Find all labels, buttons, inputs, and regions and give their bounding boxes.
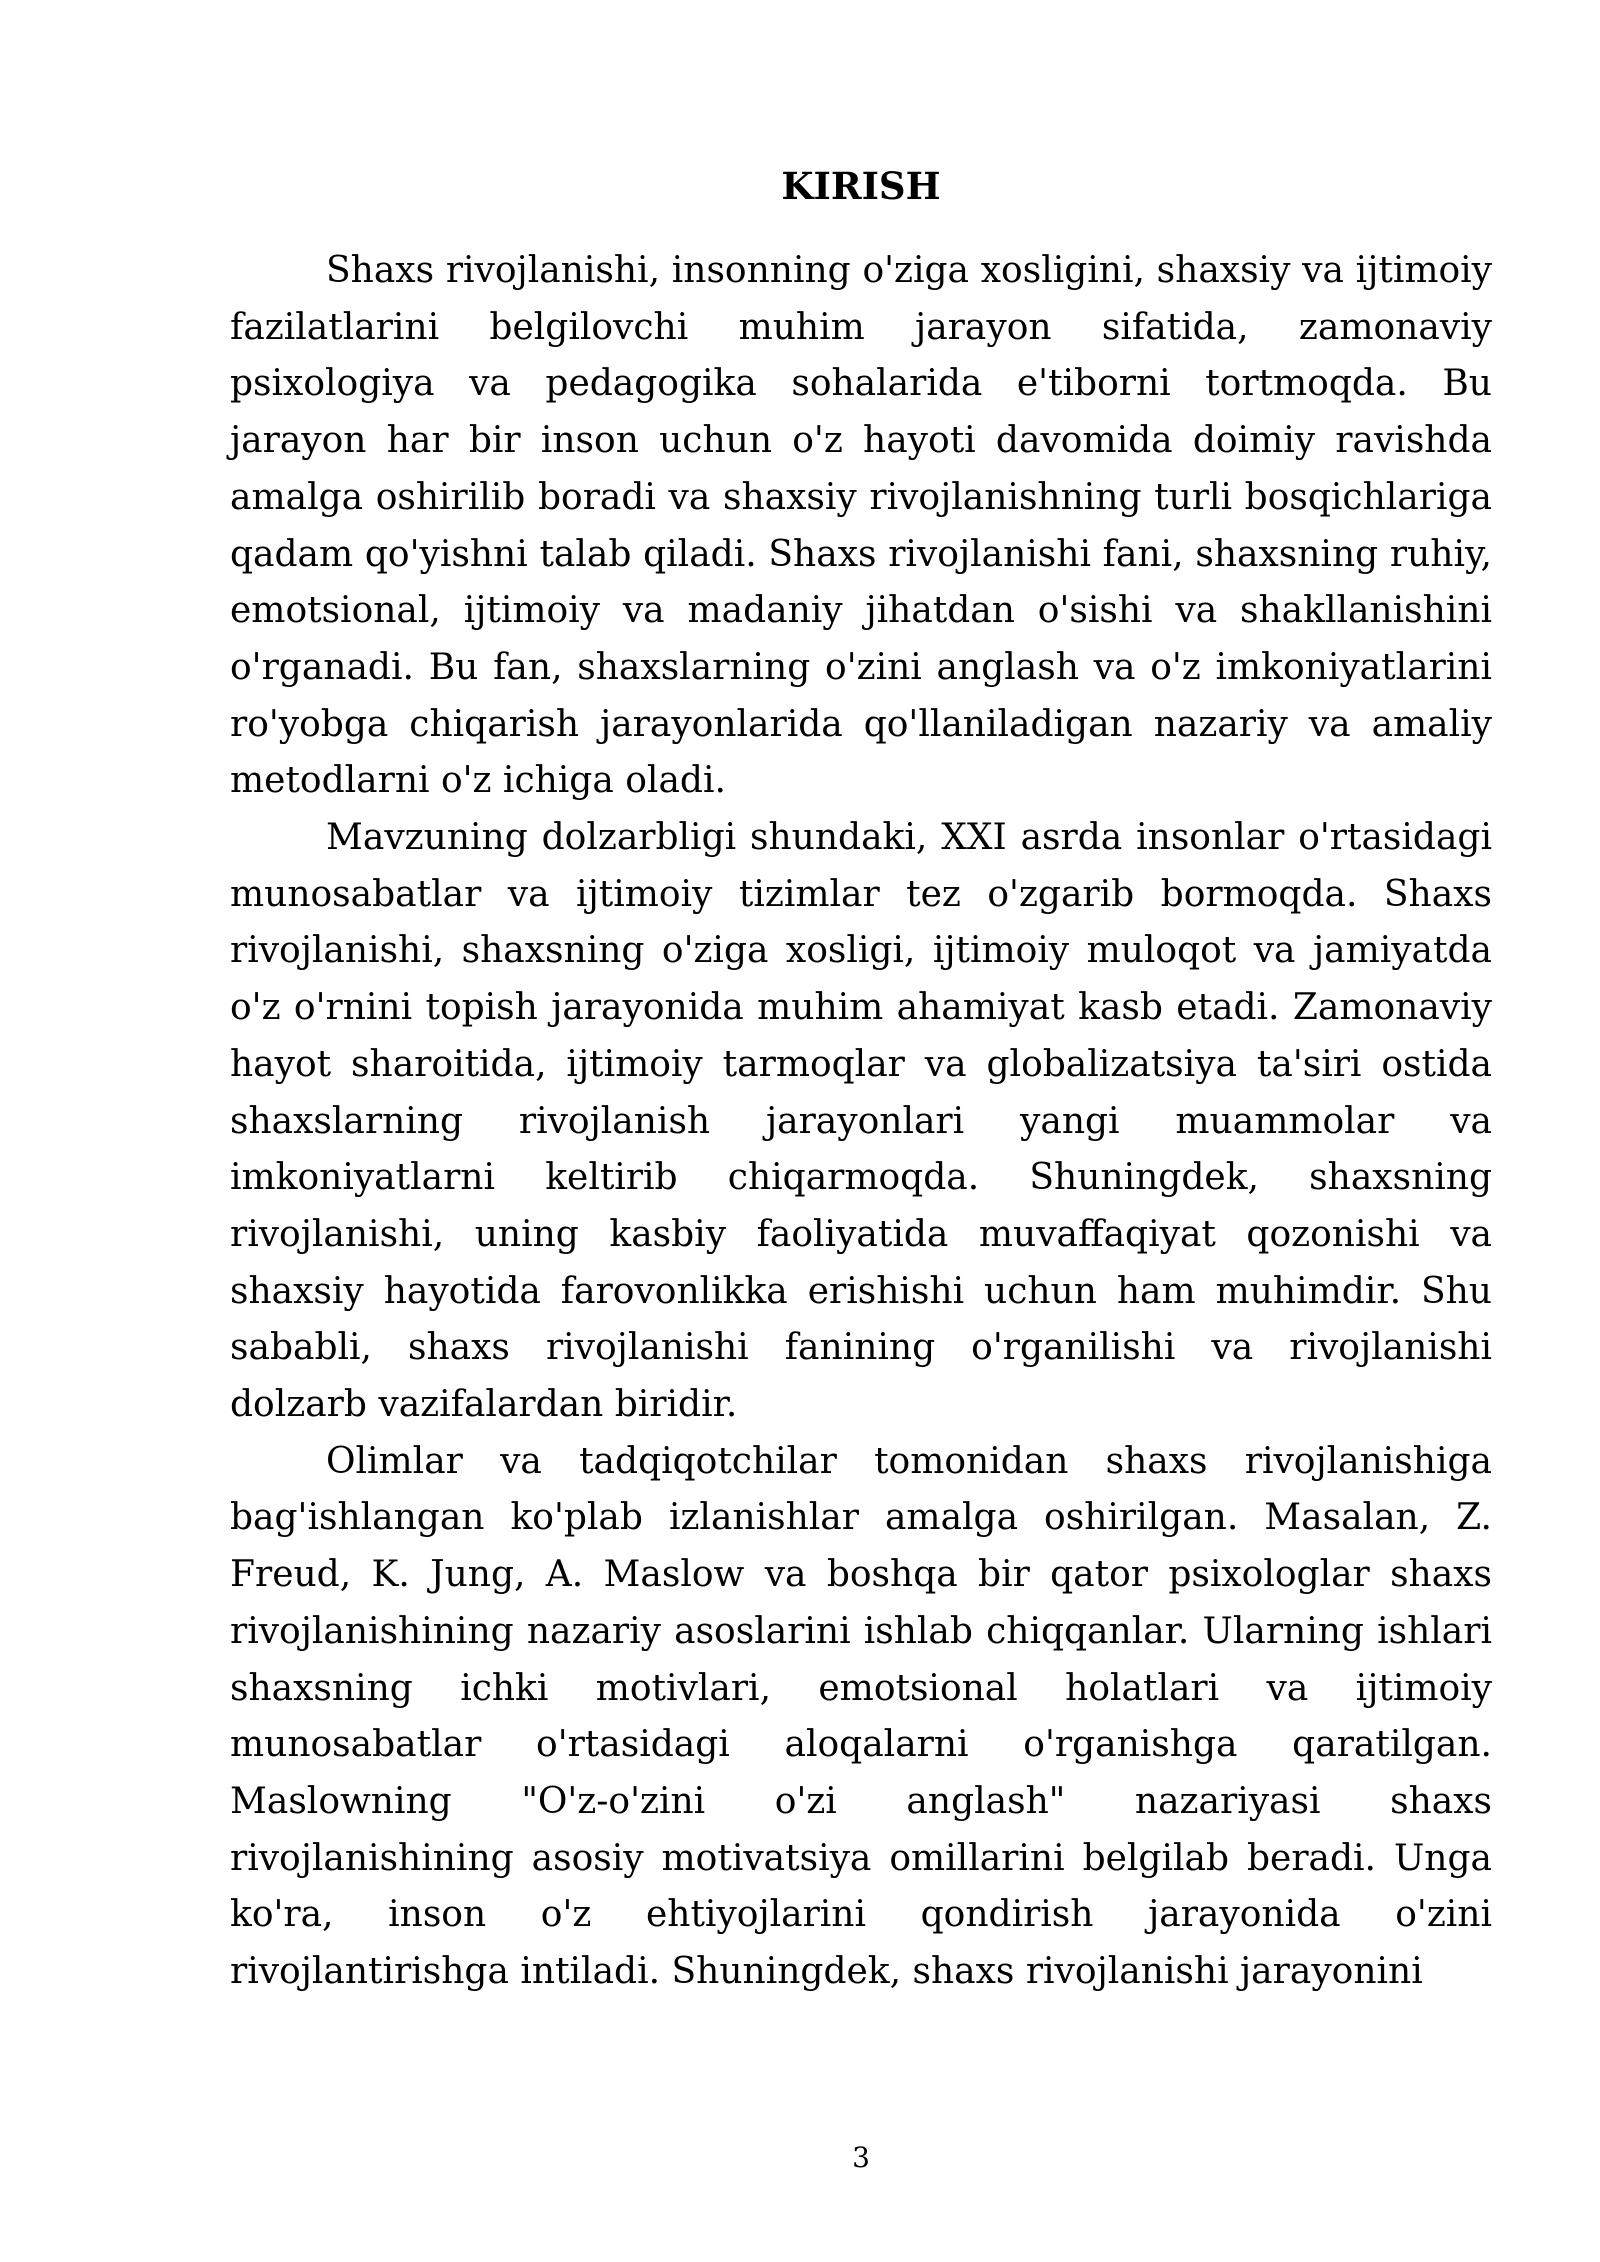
paragraph-research: Olimlar va tadqiqotchilar tomonidan shaxs rivojlanishiga bag'ishlangan ko'plab izlanishlar amalga oshirilgan. Masalan, Z. Freud, K. Jung, A. Maslow va boshqa bir qator psixologlar shaxs rivojlanishining nazariy asoslarini ishlab chiqqanlar. Ularning ishlari shaxsning ichki motivlari, emotsional holatlari va ijtimoiy munosabatlar o'rtasidagi aloqalarni o'rganishga qaratilgan. Maslowning "O'z-o'zini o'zi anglash" nazariyasi shaxs rivojlanishining asosiy motivatsiya omillarini belgilab beradi. Unga ko'ra, inson o'z ehtiyojlarini qondirish jarayonida o'zini rivojlantirishga intiladi. Shuningdek, shaxs rivojlanishi jarayonini [230,1440,1492,1993]
paragraph-relevance: Mavzuning dolzarbligi shundaki, XXI asrda insonlar o'rtasidagi munosabatlar va ijtimoiy tizimlar tez o'zgarib bormoqda. Shaxs rivojlanishi, shaxsning o'ziga xosligi, ijtimoiy muloqot va jamiyatda o'z o'rnini topish jarayonida muhim ahamiyat kasb etadi. Zamonaviy hayot sharoitida, ijtimoiy tarmoqlar va globalizatsiya ta'siri ostida shaxslarning rivojlanish jarayonlari yangi muammolar va imkoniyatlarni keltirib chiqarmoqda. Shuningdek, shaxsning rivojlanishi, uning kasbiy faoliyatida muvaffaqiyat qozonishi va shaxsiy hayotida farovonlikka erishishi uchun ham muhimdir. Shu sababli, shaxs rivojlanishi fanining o'rganilishi va rivojlanishi dolzarb vazifalardan biridir. [230,817,1492,1426]
paragraph-intro: Shaxs rivojlanishi, insonning o'ziga xosligini, shaxsiy va ijtimoiy fazilatlarini belgilovchi muhim jarayon sifatida, zamonaviy psixologiya va pedagogika sohalarida e'tiborni tortmoqda. Bu jarayon har bir inson uchun o'z hayoti davomida doimiy ravishda amalga oshirilib boradi va shaxsiy rivojlanishning turli bosqichlariga qadam qo'yishni talab qiladi. Shaxs rivojlanishi fani, shaxsning ruhiy, emotsional, ijtimoiy va madaniy jihatdan o'sishi va shakllanishini o'rganadi. Bu fan, shaxslarning o'zini anglash va o'z imkoniyatlarini ro'yobga chiqarish jarayonlarida qo'llaniladigan nazariy va amaliy metodlarni o'z ichiga oladi. [230,250,1492,802]
section-title: KIRISH [781,164,941,208]
page-content [230,158,1492,2001]
page-number: 3 [852,2141,870,2174]
